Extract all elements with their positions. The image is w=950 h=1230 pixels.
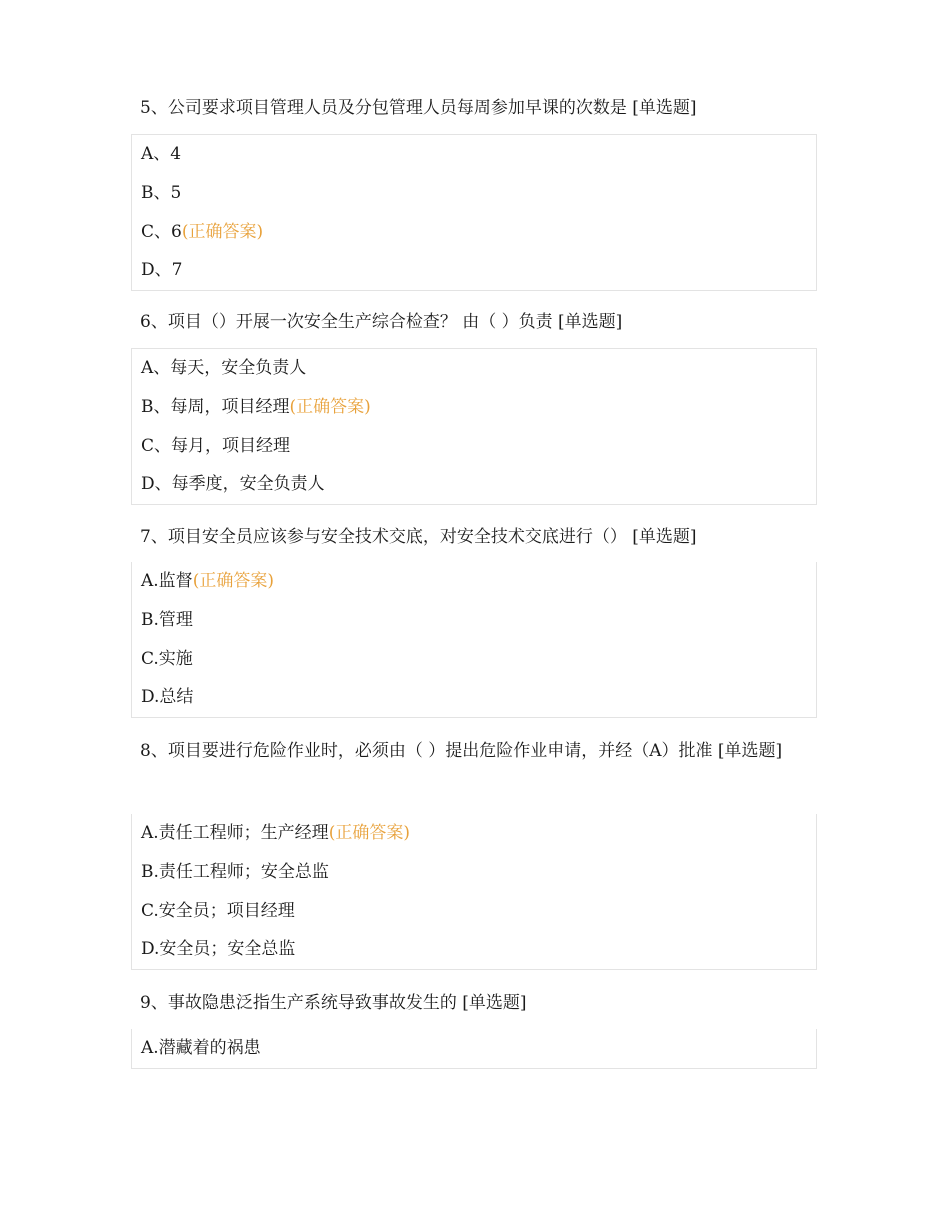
option-6a <box>132 349 816 388</box>
option-9a <box>132 1029 816 1068</box>
option-text: A、每天，安全负责人 <box>141 358 307 378</box>
correct-answer-mark: (正确答案) <box>289 396 371 417</box>
question-7-options <box>131 562 817 718</box>
question-6-title: 6、项目（）开展一次安全生产综合检查？ 由（ ）负责 [单选题] <box>140 312 623 332</box>
option-text: C.安全员；项目经理 <box>141 900 295 921</box>
option-5a <box>132 135 816 174</box>
option-7c <box>132 640 816 679</box>
option-7b <box>132 601 816 640</box>
option-text: D.安全员；安全总监 <box>141 939 296 960</box>
option-text: A、4 <box>141 144 182 164</box>
option-6c <box>132 427 816 466</box>
option-7a <box>132 562 816 601</box>
question-5-title: 5、公司要求项目管理人员及分包管理人员每周参加早课的次数是 [单选题] <box>140 98 697 118</box>
option-text: D、7 <box>141 260 183 281</box>
option-text: B.责任工程师；安全总监 <box>141 861 329 882</box>
option-8b <box>132 853 816 892</box>
correct-answer-mark: (正确答案) <box>328 823 410 843</box>
option-text: A.监督 <box>141 571 193 591</box>
option-8a <box>132 814 816 853</box>
option-text: B、每周，项目经理 <box>141 396 290 417</box>
correct-answer-mark: (正确答案) <box>192 571 274 591</box>
question-7-title: 7、项目安全员应该参与安全技术交底，对安全技术交底进行（） [单选题] <box>140 527 697 547</box>
option-5c <box>132 213 816 252</box>
option-text: C、6 <box>141 221 182 242</box>
option-8d <box>132 930 816 969</box>
option-text: D.总结 <box>141 687 194 708</box>
option-text: C、每月，项目经理 <box>141 435 291 456</box>
option-text: C.实施 <box>141 648 193 669</box>
question-8-options <box>131 814 817 970</box>
option-7d <box>132 678 816 717</box>
option-text: B、5 <box>141 182 182 203</box>
option-text: B.管理 <box>141 609 193 630</box>
question-6-options <box>131 348 817 505</box>
option-text: A.潜藏着的祸患 <box>141 1038 261 1058</box>
option-text: A.责任工程师；生产经理 <box>141 823 329 843</box>
question-5-options <box>131 134 817 291</box>
question-9-options <box>131 1029 817 1069</box>
question-8-title: 8、项目要进行危险作业时，必须由（ ）提出危险作业申请，并经（A）批准 [单选题] <box>140 741 783 761</box>
option-5b <box>132 174 816 213</box>
option-6b <box>132 388 816 427</box>
option-5d <box>132 251 816 290</box>
correct-answer-mark: (正确答案) <box>181 221 264 242</box>
question-9-title: 9、事故隐患泛指生产系统导致事故发生的 [单选题] <box>140 993 527 1013</box>
option-8c <box>132 892 816 931</box>
option-6d <box>132 465 816 504</box>
option-text: D、每季度，安全负责人 <box>141 474 325 495</box>
